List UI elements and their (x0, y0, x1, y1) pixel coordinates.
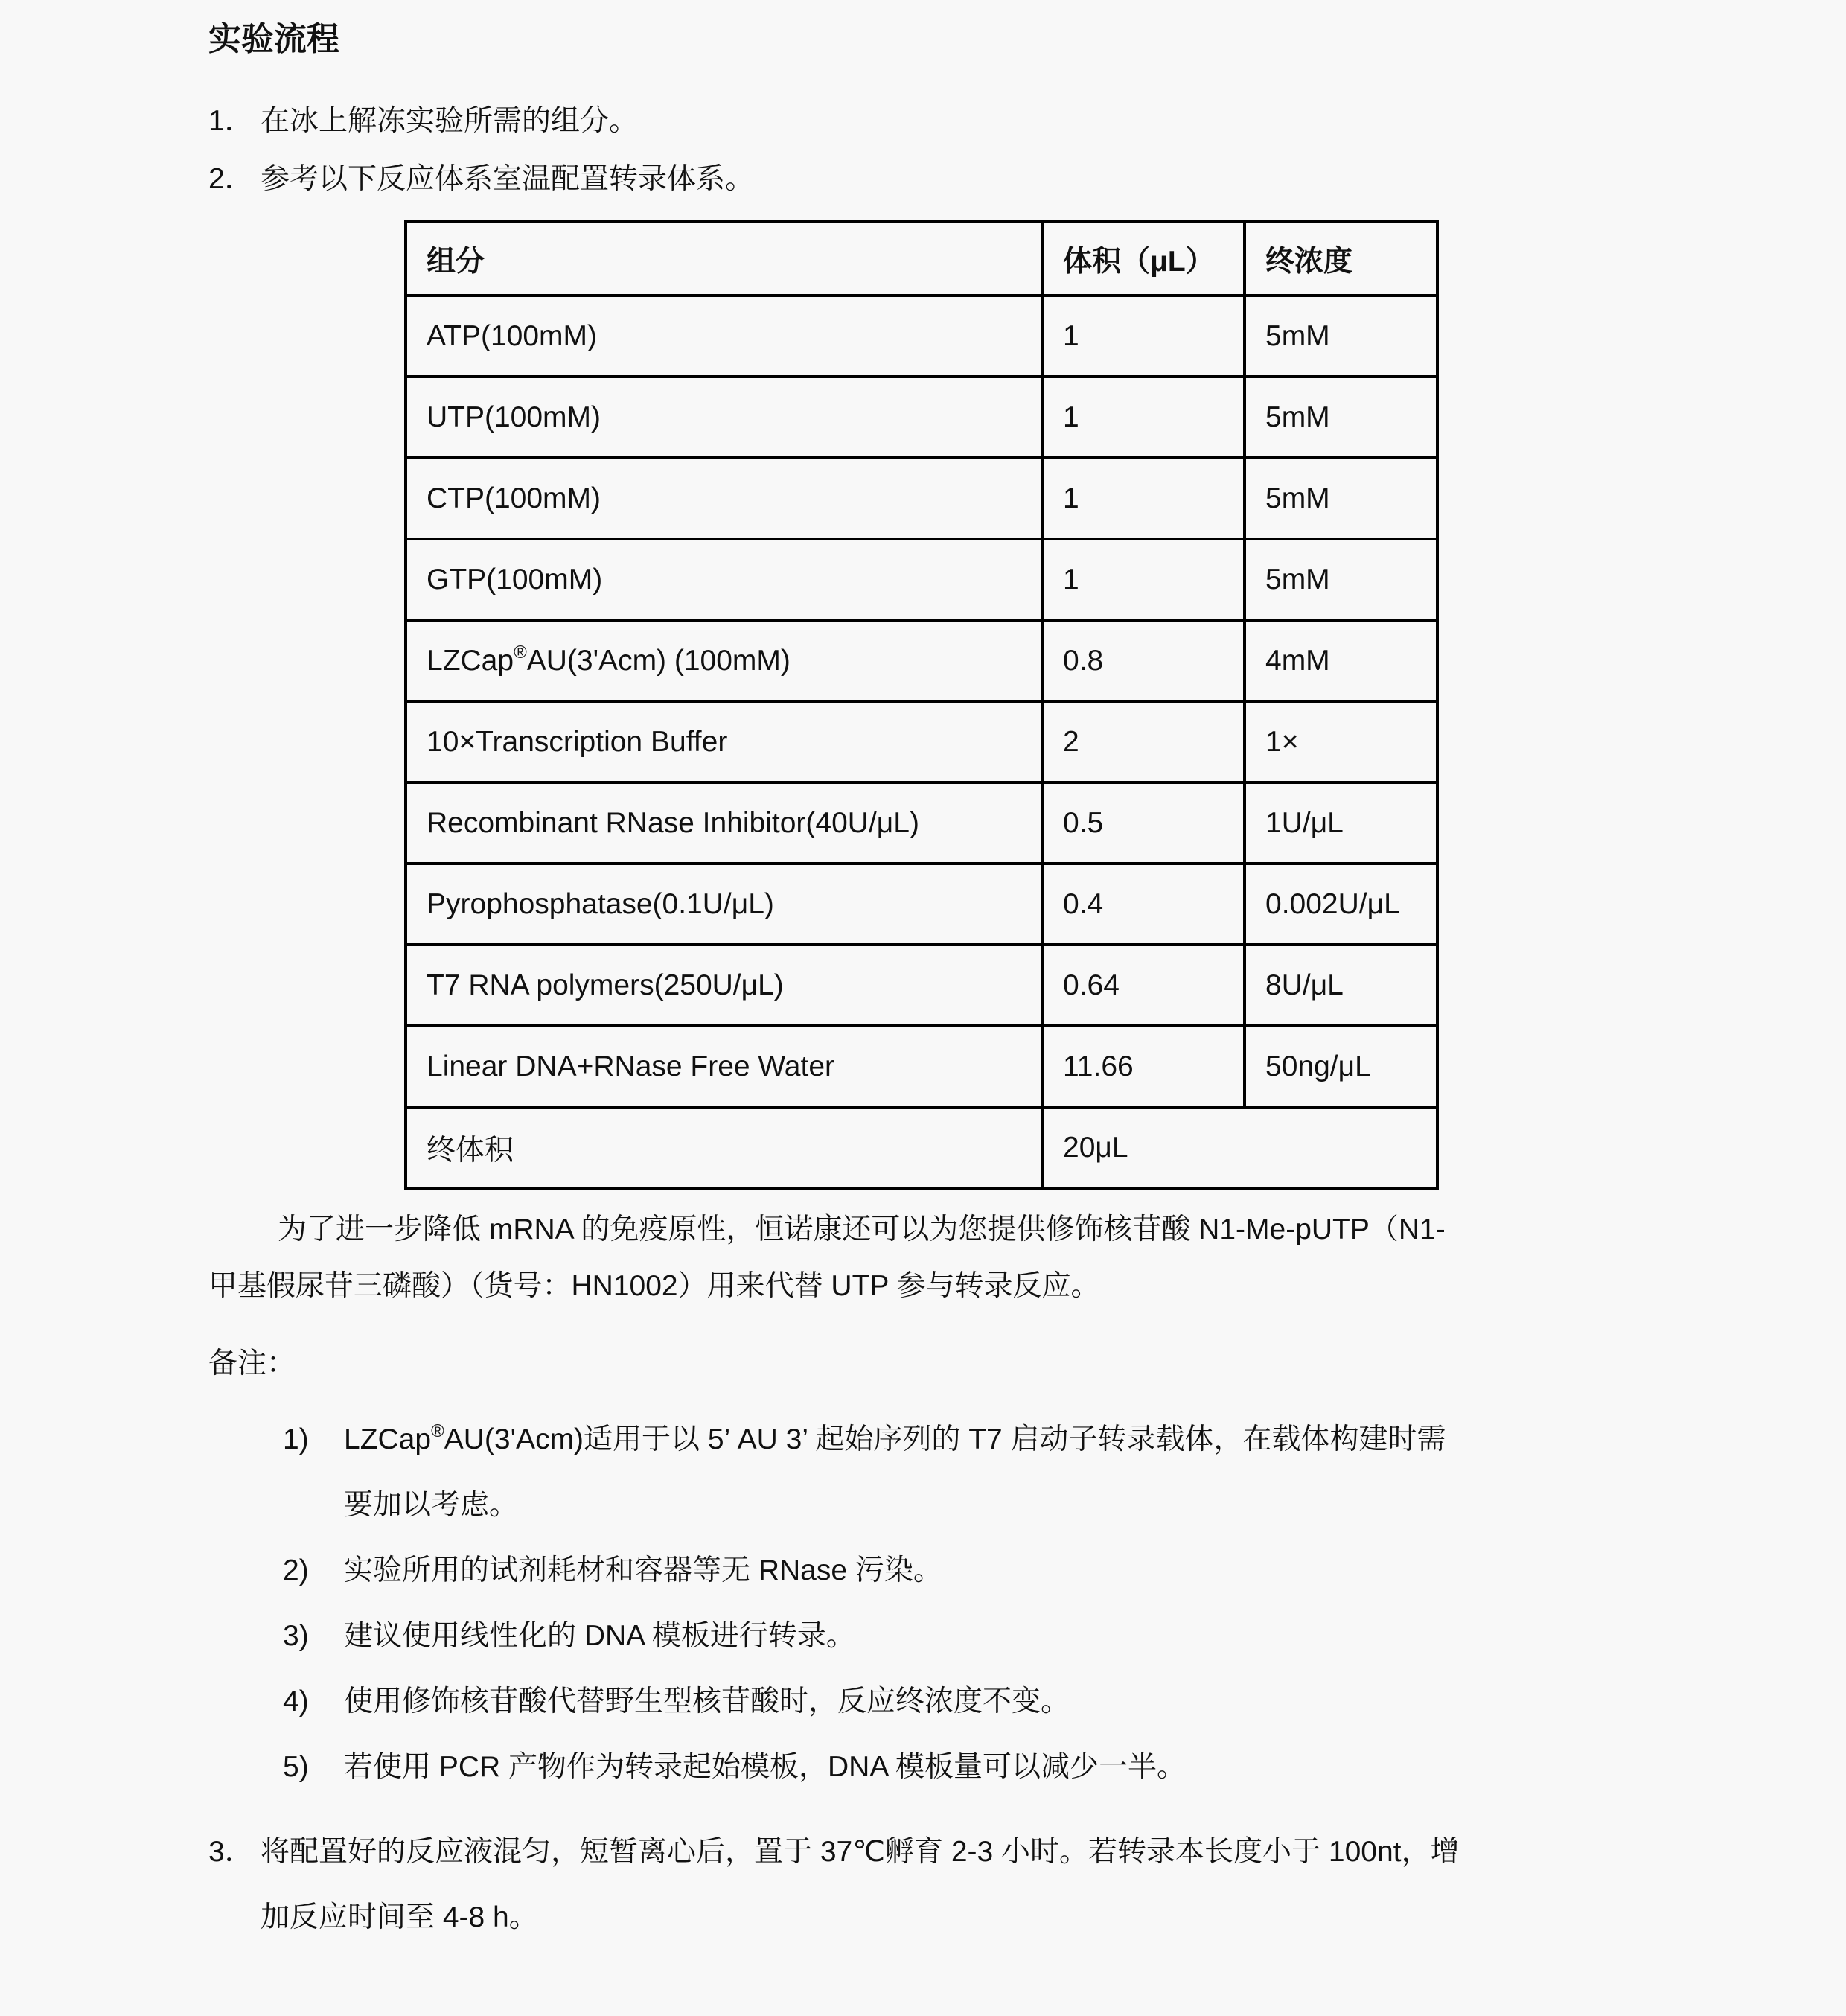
component-cell: Recombinant RNase Inhibitor(40U/μL) (406, 782, 1042, 864)
table-row (406, 458, 1437, 539)
step-text: 参考以下反应体系室温配置转录体系。 (261, 163, 755, 195)
step-item-1 (208, 103, 1719, 140)
registered-trademark-symbol: ® (431, 1421, 444, 1441)
total-volume-cell: 20μL (1042, 1107, 1437, 1188)
table-row (406, 945, 1437, 1026)
note-number: 3) (283, 1620, 309, 1652)
component-cell: T7 RNA polymers(250U/μL) (406, 945, 1042, 1026)
table-row (406, 377, 1437, 458)
paragraph-modified-nucleotide (208, 1202, 1719, 1315)
concentration-cell: 5mM (1245, 539, 1437, 620)
component-cell: CTP(100mM) (406, 458, 1042, 539)
note-text: 使用修饰核苷酸代替野生型核苷酸时，反应终浓度不变。 (344, 1685, 1070, 1717)
component-cell (406, 620, 1042, 701)
component-suffix: AU(3'Acm) (100mM) (526, 644, 791, 677)
table-row (406, 620, 1437, 701)
volume-cell: 1 (1042, 296, 1245, 377)
note-number: 2) (283, 1554, 309, 1586)
volume-cell: 1 (1042, 377, 1245, 458)
concentration-cell: 5mM (1245, 296, 1437, 377)
note-item-3 (283, 1604, 1719, 1669)
step-number: 2． (208, 163, 254, 195)
header-volume: 体积（μL） (1042, 222, 1245, 296)
volume-cell: 0.4 (1042, 864, 1245, 945)
note-item-1 (283, 1407, 1719, 1538)
step-item-3 (208, 1819, 1719, 1950)
step-number: 3． (208, 1836, 254, 1868)
component-cell: UTP(100mM) (406, 377, 1042, 458)
concentration-cell: 1× (1245, 701, 1437, 782)
table-row (406, 864, 1437, 945)
volume-cell: 1 (1042, 539, 1245, 620)
component-cell: 终体积 (406, 1107, 1042, 1188)
step-line: 将配置好的反应液混匀，短暂离心后，置于 37℃孵育 2-3 小时。若转录本长度小于 100nt，增 (261, 1836, 1460, 1868)
table-header-row (406, 222, 1437, 296)
table-row (406, 1026, 1437, 1107)
remarks-label: 备注： (208, 1347, 296, 1379)
concentration-cell: 4mM (1245, 620, 1437, 701)
note-number: 1) (283, 1423, 309, 1455)
concentration-cell: 1U/μL (1245, 782, 1437, 864)
brand-name: LZCap (344, 1423, 432, 1455)
volume-cell: 0.5 (1042, 782, 1245, 864)
remarks-list (283, 1407, 1719, 1800)
paragraph-line: 甲基假尿苷三磷酸）（货号：HN1002）用来代替 UTP 参与转录反应。 (208, 1270, 1100, 1302)
note-text: 实验所用的试剂耗材和容器等无 RNase 污染。 (344, 1554, 942, 1586)
concentration-cell: 8U/μL (1245, 945, 1437, 1026)
paragraph-line: 为了进一步降低 mRNA 的免疫原性，恒诺康还可以为您提供修饰核苷酸 N1-Me-pUTP（N1- (278, 1213, 1446, 1245)
note-item-2 (283, 1538, 1719, 1604)
registered-trademark-symbol: ® (514, 642, 527, 663)
brand-name: LZCap (427, 644, 514, 677)
component-cell: Linear DNA+RNase Free Water (406, 1026, 1042, 1107)
note-item-4 (283, 1669, 1719, 1735)
page-title: 实验流程 (208, 21, 339, 57)
step-number: 1． (208, 105, 254, 137)
step-text: 在冰上解冻实验所需的组分。 (261, 105, 639, 137)
component-cell: ATP(100mM) (406, 296, 1042, 377)
component-cell: 10×Transcription Buffer (406, 701, 1042, 782)
volume-cell: 11.66 (1042, 1026, 1245, 1107)
reagent-table (404, 220, 1439, 1190)
step-line: 加反应时间至 4-8 h。 (261, 1901, 538, 1933)
table-row (406, 782, 1437, 864)
table-row (406, 296, 1437, 377)
component-cell: GTP(100mM) (406, 539, 1042, 620)
header-component: 组分 (406, 222, 1042, 296)
concentration-cell: 0.002U/μL (1245, 864, 1437, 945)
note-line: LZCap®AU(3'Acm)适用于以 5’ AU 3’ 起始序列的 T7 启动子转录载体，在载体构建时需 (344, 1421, 1446, 1455)
note-text: 若使用 PCR 产物作为转录起始模板，DNA 模板量可以减少一半。 (344, 1751, 1187, 1783)
table-row-total (406, 1107, 1437, 1188)
note-line: 要加以考虑。 (344, 1489, 519, 1521)
note-number: 5) (283, 1751, 309, 1783)
note-text: 建议使用线性化的 DNA 模板进行转录。 (344, 1620, 855, 1652)
concentration-cell: 50ng/μL (1245, 1026, 1437, 1107)
step-item-2 (208, 161, 1719, 198)
table-row (406, 701, 1437, 782)
component-cell: Pyrophosphatase(0.1U/μL) (406, 864, 1042, 945)
step-text (261, 1819, 1719, 1950)
note-item-5 (283, 1735, 1719, 1800)
note-number: 4) (283, 1685, 309, 1717)
volume-cell: 0.8 (1042, 620, 1245, 701)
concentration-cell: 5mM (1245, 377, 1437, 458)
concentration-cell: 5mM (1245, 458, 1437, 539)
volume-cell: 0.64 (1042, 945, 1245, 1026)
note-text (344, 1407, 1719, 1538)
volume-cell: 1 (1042, 458, 1245, 539)
header-final-concentration: 终浓度 (1245, 222, 1437, 296)
volume-cell: 2 (1042, 701, 1245, 782)
table-row (406, 539, 1437, 620)
